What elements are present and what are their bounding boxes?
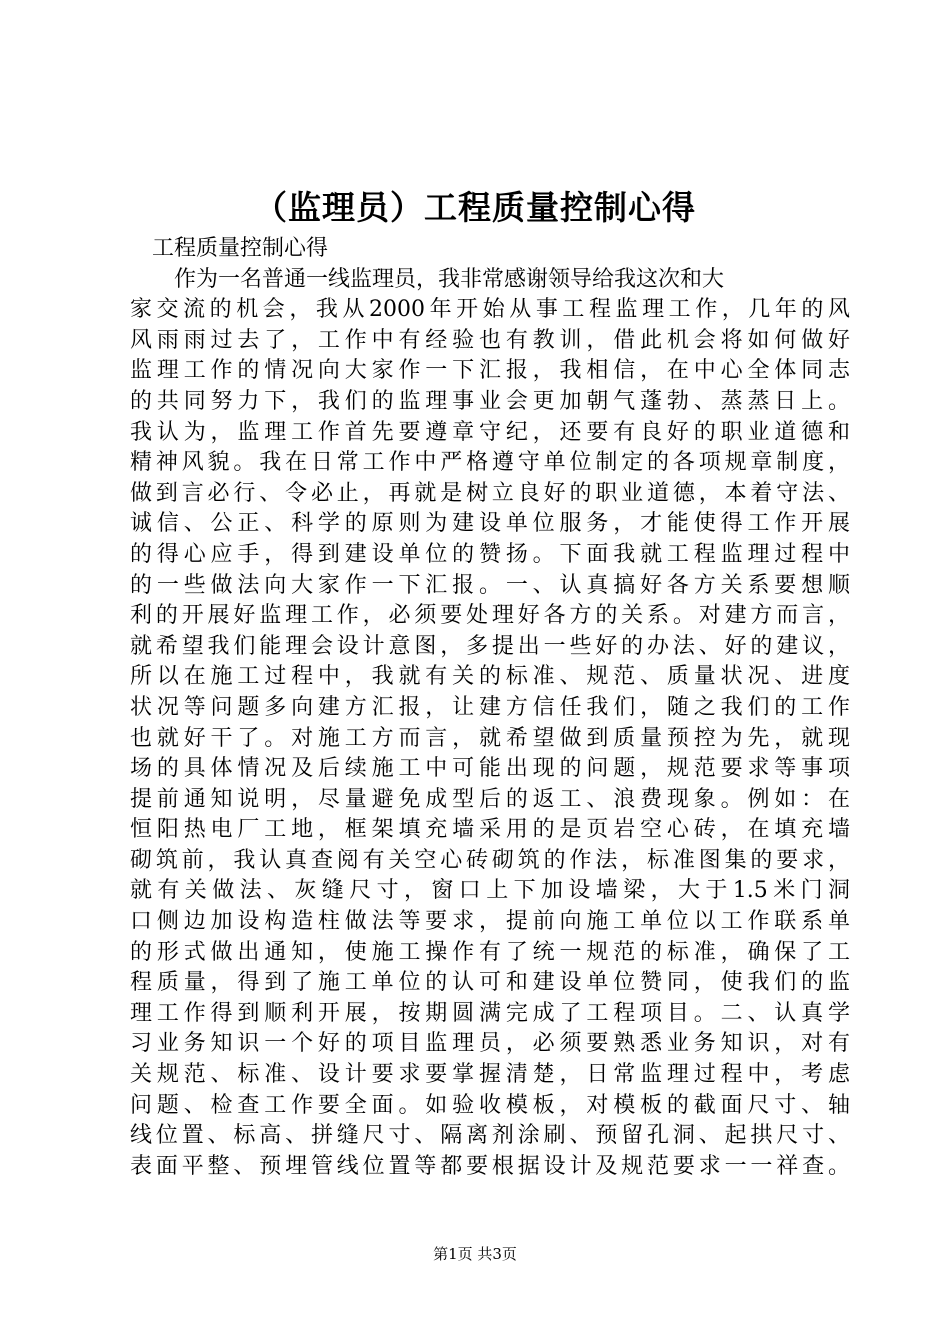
- paragraph-line: 关规范、标准、设计要求要掌握清楚，日常监理过程中，考虑: [130, 1062, 850, 1088]
- paragraph-line: 问题、检查工作要全面。如验收模板，对模板的截面尺寸、轴: [130, 1092, 850, 1118]
- paragraph-line: 就有关做法、灰缝尺寸，窗口上下加设墙梁，大于1.5米门洞: [130, 878, 850, 904]
- paragraph-line: 恒阳热电厂工地，框架填充墙采用的是页岩空心砖，在填充墙: [130, 817, 850, 843]
- paragraph-line: 程质量，得到了施工单位的认可和建设单位赞同，使我们的监: [130, 970, 850, 996]
- paragraph-line: 的得心应手，得到建设单位的赞扬。下面我就工程监理过程中: [130, 541, 850, 567]
- paragraph-line: 做到言必行、令必止，再就是树立良好的职业道德，本着守法、: [130, 480, 850, 506]
- paragraph-line: 口侧边加设构造柱做法等要求，提前向施工单位以工作联系单: [130, 909, 850, 935]
- page-number-footer: 第1页 共3页: [433, 1245, 517, 1263]
- section-heading: 工程质量控制心得: [152, 236, 329, 261]
- paragraph-line: 表面平整、预埋管线位置等都要根据设计及规范要求一一祥查。: [130, 1153, 850, 1179]
- paragraph-line: 砌筑前，我认真查阅有关空心砖砌筑的作法，标准图集的要求，: [130, 847, 850, 873]
- paragraph-line: 家交流的机会，我从2000年开始从事工程监理工作，几年的风: [130, 297, 850, 323]
- document-body: [130, 234, 850, 1182]
- paragraph-line: 的共同努力下，我们的监理事业会更加朝气蓬勃、蒸蒸日上。: [130, 388, 850, 414]
- paragraph-line: 我认为，监理工作首先要遵章守纪，还要有良好的职业道德和: [130, 419, 850, 445]
- paragraph-line: 也就好干了。对施工方而言，就希望做到质量预控为先，就现: [130, 725, 850, 751]
- paragraph-line: 精神风貌。我在日常工作中严格遵守单位制定的各项规章制度，: [130, 450, 850, 476]
- paragraph-line: 场的具体情况及后续施工中可能出现的问题，规范要求等事项: [130, 756, 850, 782]
- paragraph-line: 的形式做出通知，使施工操作有了统一规范的标准，确保了工: [130, 939, 850, 965]
- paragraph-line: 状况等问题多向建方汇报，让建方信任我们，随之我们的工作: [130, 694, 850, 720]
- paragraph-line: 所以在施工过程中，我就有关的标准、规范、质量状况、进度: [130, 664, 850, 690]
- document-title: （监理员）工程质量控制心得: [254, 188, 696, 227]
- paragraph-line: 的一些做法向大家作一下汇报。一、认真搞好各方关系要想顺: [130, 572, 850, 598]
- paragraph-line: 诚信、公正、科学的原则为建设单位服务，才能使得工作开展: [130, 511, 850, 537]
- paragraph-line: 就希望我们能理会设计意图，多提出一些好的办法、好的建议，: [130, 633, 850, 659]
- paragraph-line: 理工作得到顺利开展，按期圆满完成了工程项目。二、认真学: [130, 1000, 850, 1026]
- paragraph-line: 监理工作的情况向大家作一下汇报，我相信，在中心全体同志: [130, 358, 850, 384]
- paragraph-line: 作为一名普通一线监理员，我非常感谢领导给我这次和大: [174, 266, 725, 292]
- paragraph-line: 习业务知识一个好的项目监理员，必须要熟悉业务知识，对有: [130, 1031, 850, 1057]
- paragraph-line: 线位置、标高、拼缝尺寸、隔离剂涂刷、预留孔洞、起拱尺寸、: [130, 1123, 850, 1149]
- paragraph-line: 利的开展好监理工作，必须要处理好各方的关系。对建方而言，: [130, 603, 850, 629]
- paragraph-line: 风雨雨过去了，工作中有经验也有教训，借此机会将如何做好: [130, 327, 850, 353]
- paragraph-line: 提前通知说明，尽量避免成型后的返工、浪费现象。例如：在: [130, 786, 850, 812]
